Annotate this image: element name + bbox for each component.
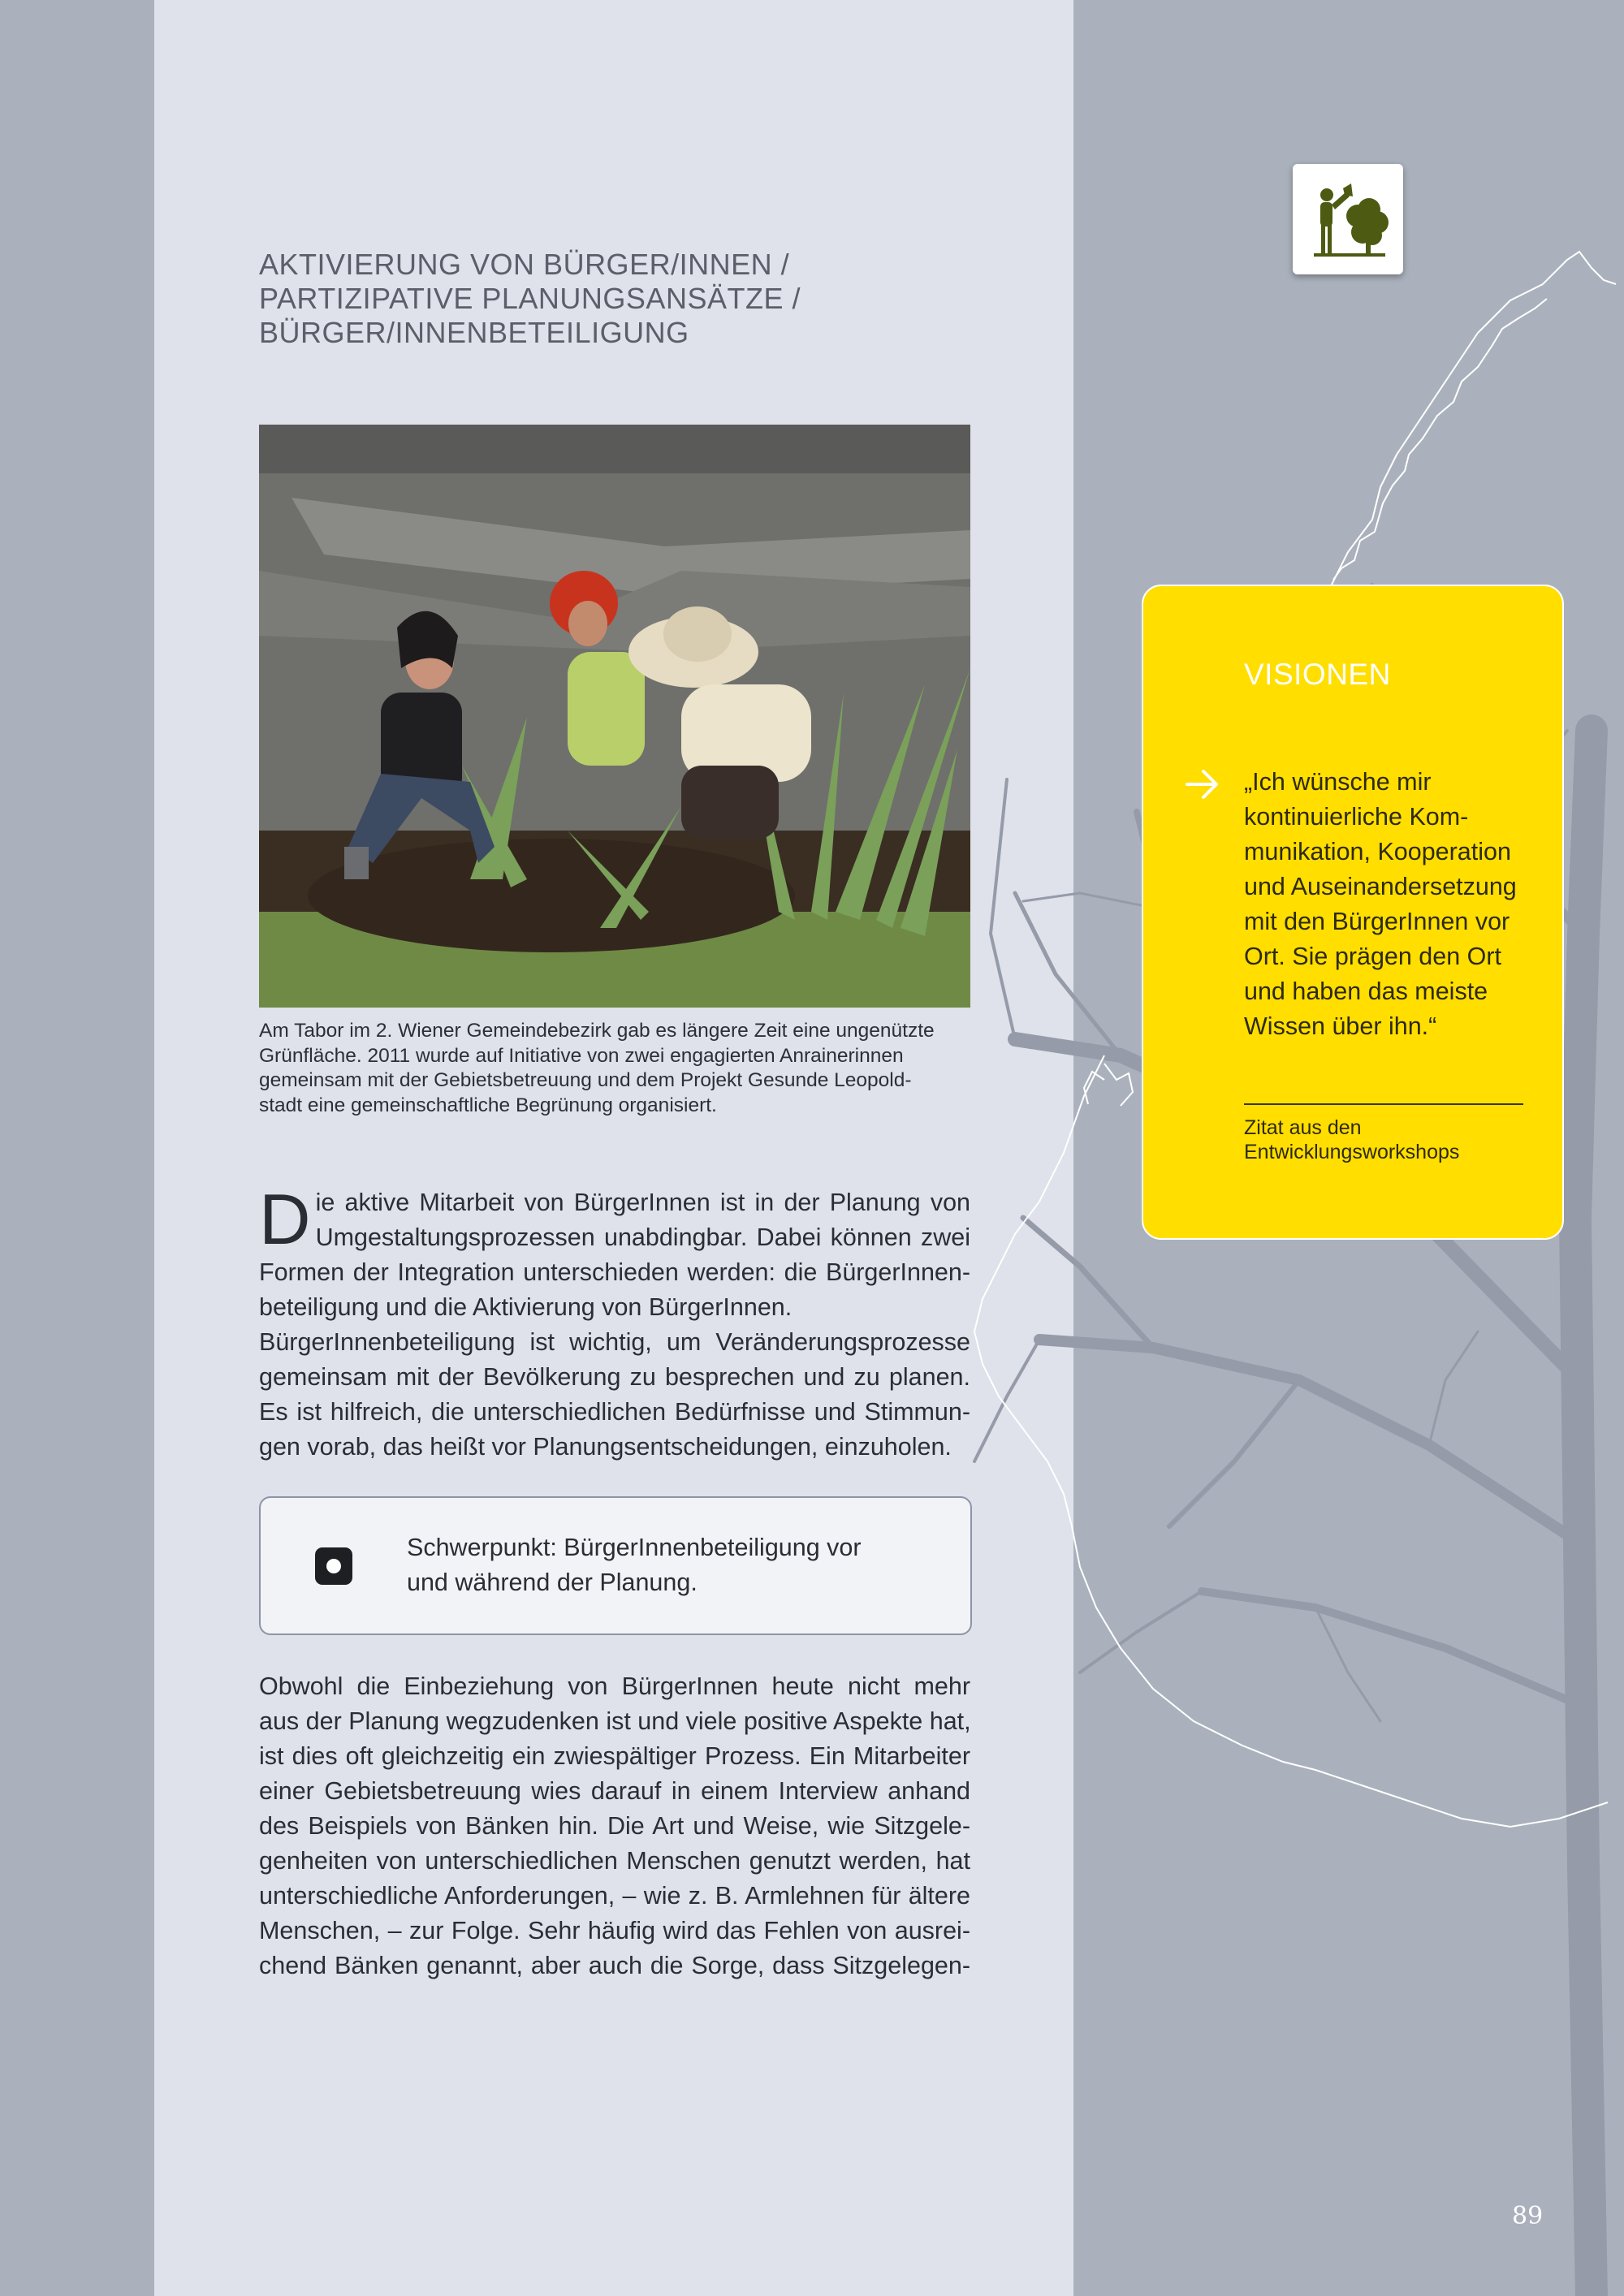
page-number: 89 bbox=[1512, 2202, 1544, 2230]
focus-text: Schwerpunkt: BürgerInnenbeteiligung vor und während der Planung. bbox=[407, 1534, 862, 1596]
person-with-tree-icon bbox=[1293, 164, 1403, 274]
section-heading: AKTIVIERUNG VON BÜRGER/INNEN / PARTIZIPATIVE PLANUNGSANSÄTZE / BÜRGER/INNENBETEILIGUNG bbox=[259, 248, 801, 349]
focus-box bbox=[259, 1496, 972, 1635]
drop-cap: D bbox=[259, 1179, 311, 1259]
body-paragraph-1: D ie aktive Mitarbeit von BürgerInnen ist in der Planung von Umgestaltungsprozessen unabdingbar. Dabei können zwei Formen der Integration unterschieden werden: die BürgerInnen- beteiligung und die Aktivierung von BürgerInnen. BürgerInnenbeteiligung ist wichtig, um Veränderungsprozesse gemeinsam mit der Bevölkerung zu besprechen und zu planen. Es ist hilfreich, die unterschiedlichen Bedürfnisse und Stimmun- gen vorab, das heißt vor Planungsentscheidungen, einzuholen. bbox=[259, 1179, 970, 1461]
vision-box bbox=[1142, 585, 1564, 1240]
vision-title: VISIONEN bbox=[1244, 658, 1391, 691]
vision-quote: „Ich wünsche mir kontinuierliche Kom- munikation, Kooperation und Auseinandersetzung mit den BürgerInnen vor Ort. Sie prägen den Ort und haben das meiste Wissen über ihn.“ bbox=[1244, 768, 1517, 1040]
bullet-square-icon bbox=[315, 1547, 352, 1585]
divider bbox=[1244, 1103, 1523, 1105]
category-badge bbox=[1293, 164, 1403, 274]
body-paragraph-2: Obwohl die Einbeziehung von BürgerInnen heute nicht mehr aus der Planung wegzudenken ist und viele positive Aspekte hat, ist dies oft gleichzeitig ein zwiespältiger Prozess. Ein Mitarbeiter einer Gebietsbetreuung wies darauf in einem Interview anhand des Beispiels von Bänken hin. Die Art und Weise, wie Sitzgele- genheiten von unterschiedlichen Menschen genutzt werden, hat unterschiedliche Anforderungen, – wie z. B. Armlehnen für ältere Menschen, – zur Folge. Sehr häufig wird das Fehlen von ausrei- chend Bänken genannt, aber auch die Sorge, dass Sitzgelegen- bbox=[259, 1672, 971, 1979]
arrow-right-icon bbox=[1184, 768, 1221, 801]
planting-photo bbox=[259, 425, 970, 1008]
photo-caption: Am Tabor im 2. Wiener Gemeindebezirk gab es längere Zeit eine ungenützte Grünfläche. 2011 wurde auf Initiative von zwei engagierten Anrainerinnen gemeinsam mit der Gebietsbetreuung und dem Projekt Gesunde Leopold- stadt eine gemeinschaftliche Begrünung organisiert. bbox=[259, 1020, 935, 1116]
quote-source: Zitat aus den Entwicklungsworkshops bbox=[1244, 1116, 1460, 1163]
